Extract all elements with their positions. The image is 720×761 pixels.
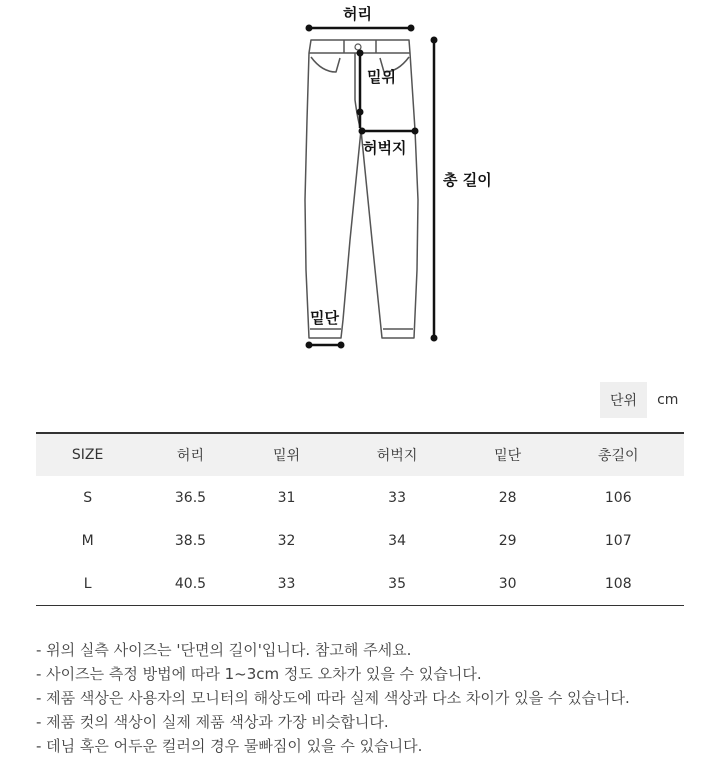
note-item: - 위의 실측 사이즈는 '단면의 길이'입니다. 참고해 주세요. [36, 641, 412, 659]
cell-total-length: 106 [604, 489, 632, 506]
note-item: - 데님 혹은 어두운 컬러의 경우 물빠짐이 있을 수 있습니다. [36, 737, 423, 755]
thigh-label: 허벅지 [363, 139, 407, 157]
cell-size: M [81, 532, 94, 549]
hem-label: 밑단 [310, 309, 339, 327]
table-row [36, 562, 684, 606]
table-row [36, 519, 684, 562]
size-notes [36, 638, 630, 758]
pants-measurement-diagram [0, 0, 720, 360]
header-thigh: 허벅지 [376, 448, 418, 464]
header-total-length: 총길이 [597, 448, 639, 464]
cell-hem: 30 [463, 562, 553, 606]
waist-label: 허리 [343, 5, 372, 23]
thigh-measure-line [359, 128, 419, 135]
header-hem: 밑단 [494, 448, 522, 464]
pants-illustration [305, 40, 418, 338]
unit-label: 단위 [600, 382, 647, 418]
header-rise: 밑위 [272, 448, 301, 464]
unit-indicator [600, 382, 678, 418]
cell-size: L [36, 562, 139, 606]
cell-total-length: 107 [604, 532, 632, 549]
size-table [36, 432, 684, 606]
cell-size: S [83, 489, 93, 506]
cell-waist: 38.5 [174, 532, 207, 549]
cell-waist: 40.5 [139, 562, 241, 606]
cell-hem: 29 [498, 532, 517, 549]
table-row [36, 476, 684, 519]
cell-rise: 33 [242, 562, 332, 606]
note-item: - 제품 컷의 색상이 실제 제품 색상과 가장 비슷합니다. [36, 713, 389, 731]
cell-thigh: 33 [388, 489, 406, 506]
unit-value: cm [657, 392, 679, 408]
header-size: SIZE [71, 447, 104, 463]
cell-rise: 31 [277, 489, 296, 506]
total-length-measure-line [431, 37, 438, 342]
cell-thigh: 35 [331, 562, 462, 606]
header-waist: 허리 [176, 448, 204, 464]
note-item: - 사이즈는 측정 방법에 따라 1~3cm 정도 오차가 있을 수 있습니다. [36, 665, 482, 683]
cell-rise: 32 [277, 532, 296, 549]
waist-measure-line [306, 25, 415, 32]
cell-hem: 28 [498, 489, 517, 506]
size-table-header [36, 433, 684, 476]
total-length-label: 총 길이 [443, 171, 492, 189]
cell-thigh: 34 [388, 532, 406, 549]
hem-measure-line [306, 342, 345, 349]
rise-label: 밑위 [367, 68, 396, 86]
note-item: - 제품 색상은 사용자의 모니터의 해상도에 따라 실제 색상과 다소 차이가 있을 수 있습니다. [36, 689, 630, 707]
cell-total-length: 108 [553, 562, 685, 606]
cell-waist: 36.5 [174, 489, 207, 506]
